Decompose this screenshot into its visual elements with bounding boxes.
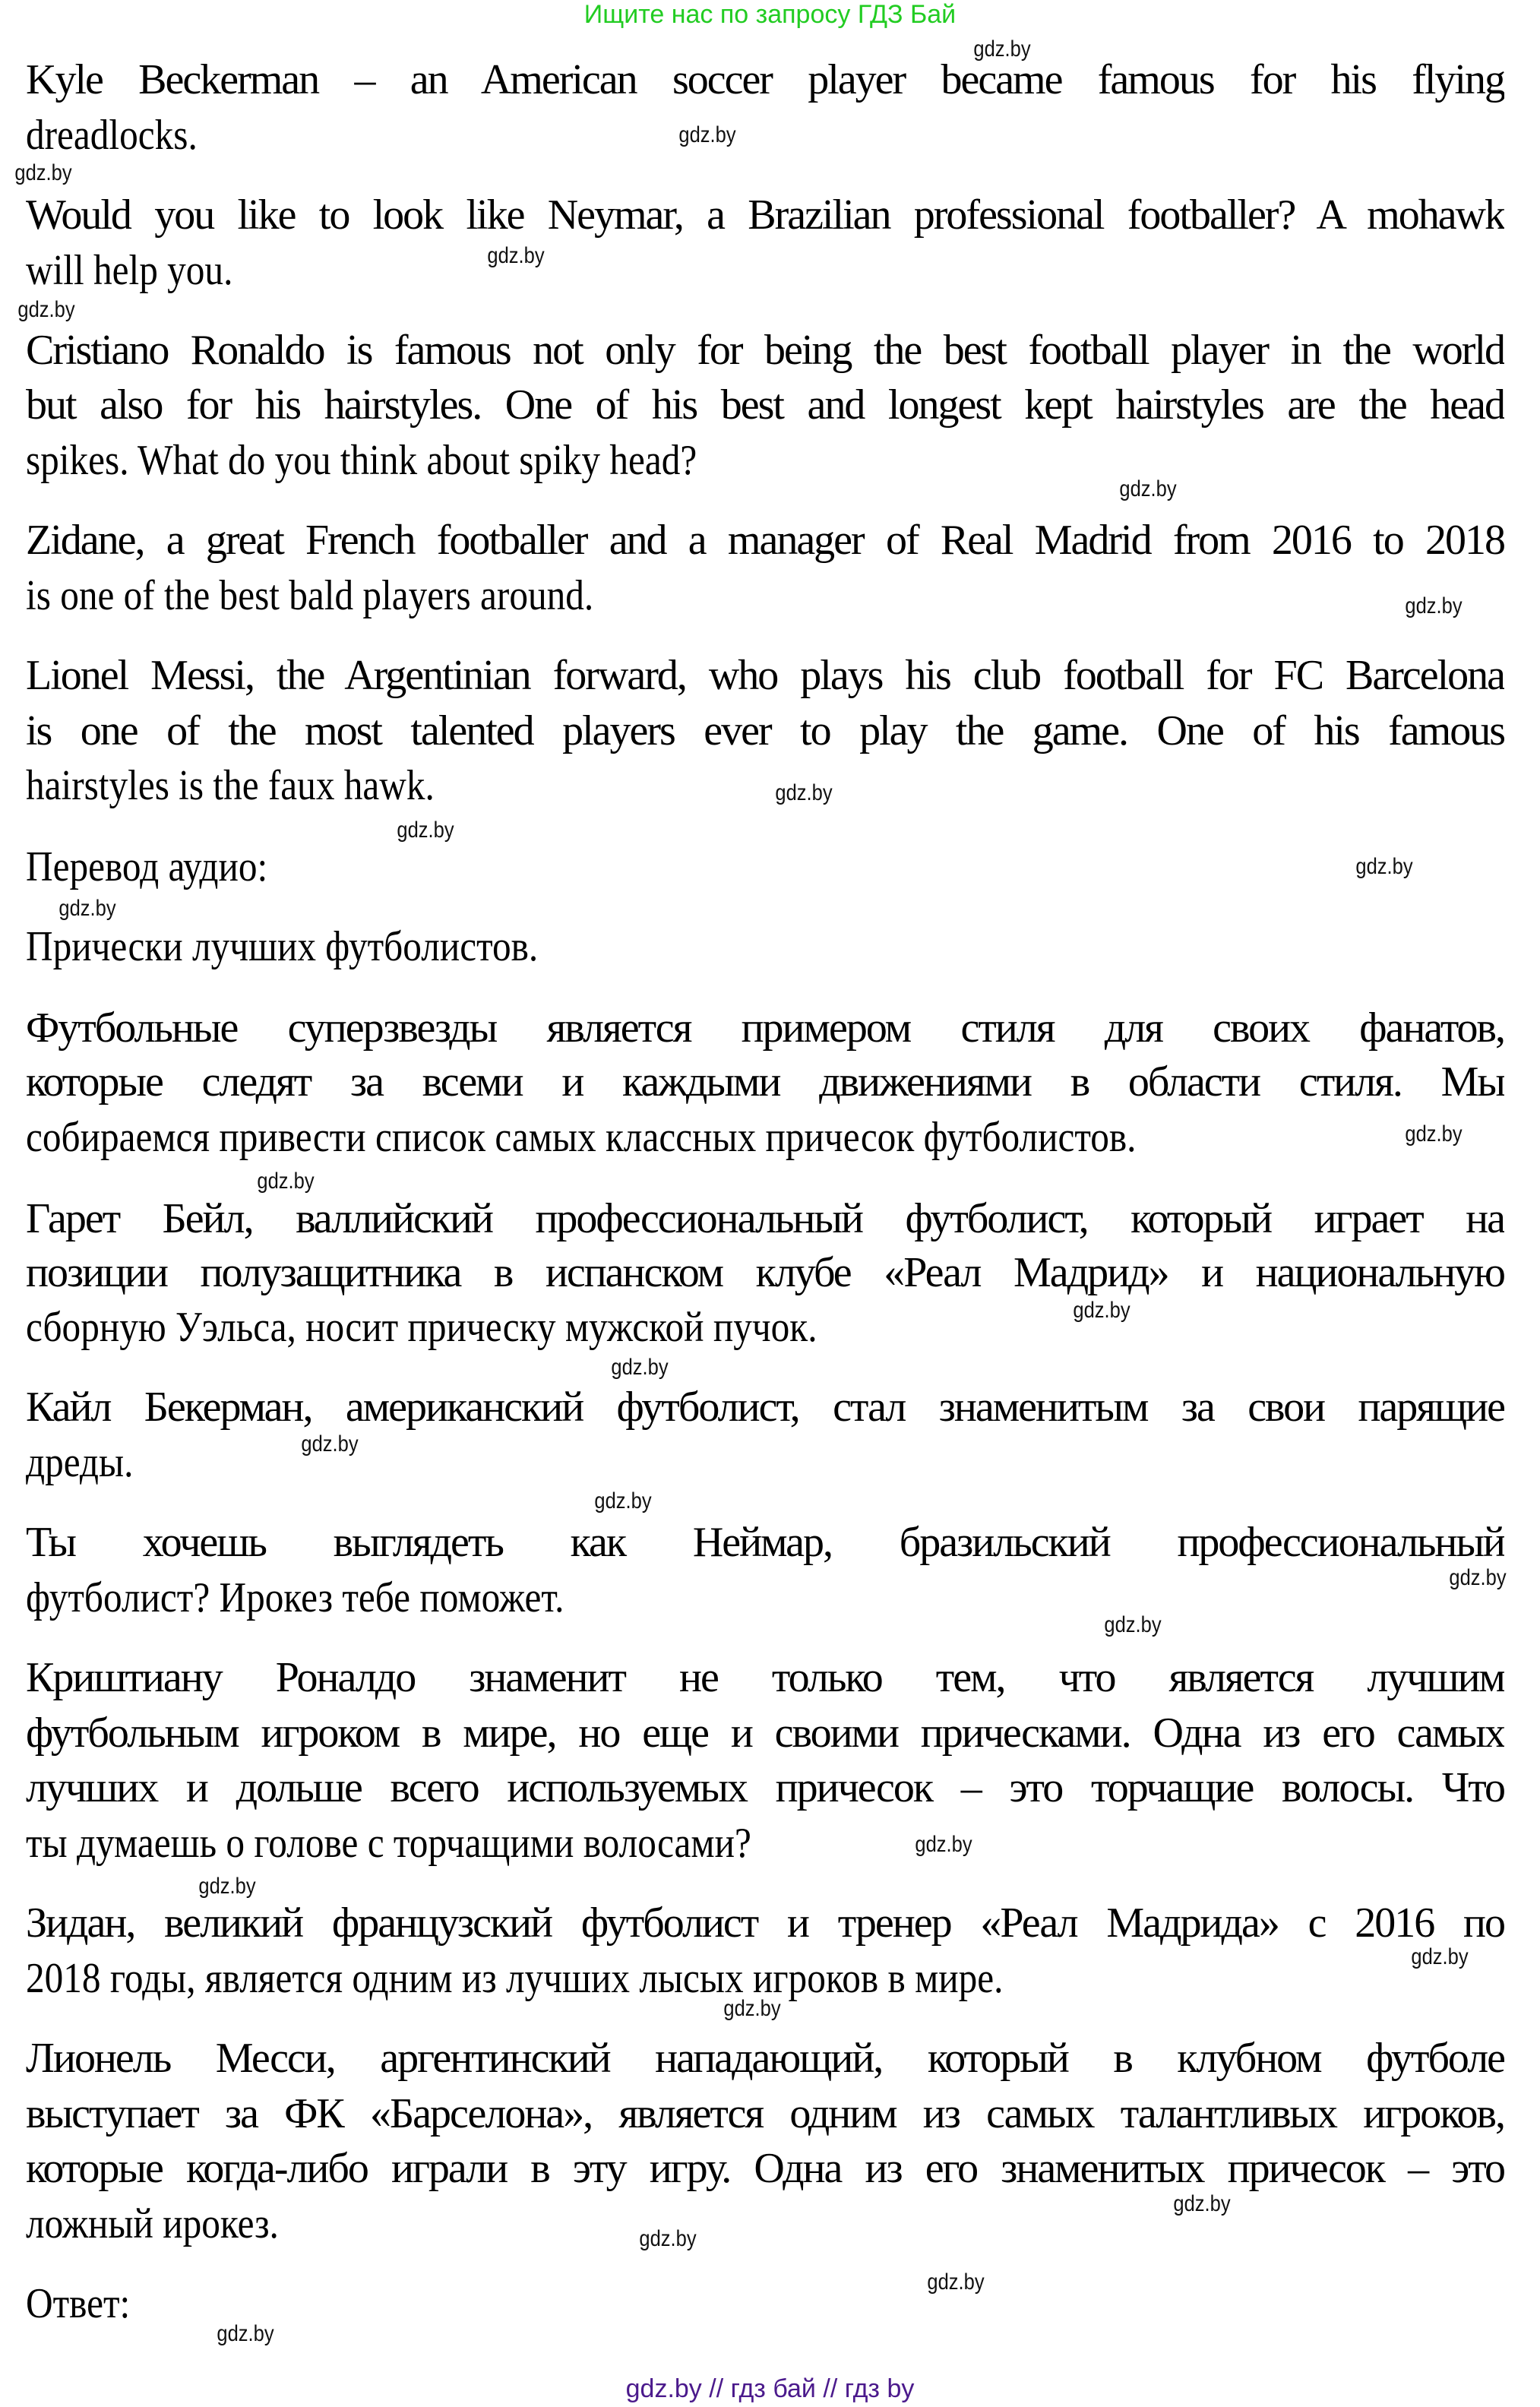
watermark-text: gdz.by [775, 780, 833, 806]
watermark-text: gdz.by [1173, 2190, 1231, 2216]
text-line: Ты хочешь выглядеть как Неймар, бразильский профессиональный [26, 1519, 1504, 1567]
text-line: которые когда-либо играли в эту игру. Одна из его знаменитых причесок – это [26, 2145, 1504, 2193]
text-line: футбольным игроком в мире, но еще и своими прическами. Одна из его самых [26, 1709, 1504, 1757]
text-line: Zidane, a great French footballer and a manager of Real Madrid from 2016 to 2018 [26, 517, 1504, 565]
search-promo-banner: Ищите нас по запросу ГДЗ Бай [583, 0, 957, 29]
text-line: Cristiano Ronaldo is famous not only for being the best football player in the world [26, 326, 1504, 374]
text-line: сборную Уэльса, носит прическу мужской пучок. [26, 1304, 817, 1352]
text-line: is one of the best bald players around. [26, 571, 594, 619]
watermark-text: gdz.by [1411, 1944, 1469, 1969]
watermark-text: gdz.by [1405, 1121, 1463, 1147]
watermark-text: gdz.by [1073, 1298, 1130, 1324]
watermark-text: gdz.by [1355, 854, 1413, 880]
footer-links[interactable]: gdz.by // гдз бай // гдз by [625, 2374, 915, 2403]
text-line: Зидан, великий французский футболист и тренер «Реал Мадрида» с 2016 по [26, 1899, 1504, 1947]
text-line: которые следят за всеми и каждыми движениями в области стиля. Мы [26, 1058, 1504, 1106]
text-line: выступает за ФК «Барселона», является одним из самых талантливых игроков, [26, 2089, 1504, 2137]
watermark-text: gdz.by [198, 1873, 256, 1899]
watermark-text: gdz.by [973, 36, 1031, 62]
text-line: Lionel Messi, the Argentinian forward, who plays his club football for FC Barcelona [26, 651, 1504, 699]
watermark-text: gdz.by [678, 122, 736, 147]
text-line: лучших и дольше всего используемых причесок – это торчащие волосы. Что [26, 1764, 1504, 1812]
text-line: Криштиану Роналдо знаменит не только тем, что является лучшим [26, 1653, 1504, 1701]
text-line: Лионель Месси, аргентинский нападающий, который в клубном футболе [26, 2034, 1504, 2082]
text-line: spikes. What do you think about spiky head? [26, 437, 697, 484]
watermark-text: gdz.by [1405, 593, 1463, 618]
watermark-text: gdz.by [1119, 476, 1177, 502]
text-line: Футбольные суперзвезды является примером стиля для своих фанатов, [26, 1004, 1504, 1052]
text-line: собираемся привести список самых классных причесок футболистов. [26, 1113, 1137, 1161]
watermark-text: gdz.by [257, 1169, 315, 1194]
text-line: Кайл Бекерман, американский футболист, стал знаменитым за свои парящие [26, 1384, 1504, 1431]
text-line: Прически лучших футболистов. [26, 923, 539, 971]
text-line: ты думаешь о голове с торчащими волосами? [26, 1820, 751, 1868]
text-line: позиции полузащитника в испанском клубе «Реал Мадрид» и национальную [26, 1248, 1504, 1296]
text-line: ложный ирокез. [26, 2200, 279, 2247]
watermark-text: gdz.by [59, 895, 116, 921]
watermark-text: gdz.by [14, 160, 72, 186]
watermark-text: gdz.by [639, 2226, 697, 2252]
text-line: 2018 годы, является одним из лучших лысых игроков в мире. [26, 1954, 1004, 2002]
watermark-text: gdz.by [487, 243, 545, 269]
translation-heading: Перевод аудио: [26, 843, 268, 891]
text-line: дреды. [26, 1439, 134, 1487]
text-line: Kyle Beckerman – an American soccer player became famous for his flying [26, 56, 1504, 104]
watermark-text: gdz.by [927, 2269, 985, 2295]
answer-label: Ответ: [26, 2280, 131, 2328]
text-line: футболист? Ирокез тебе поможет. [26, 1574, 564, 1621]
text-line: is one of the most talented players ever to play the game. One of his famous [26, 707, 1504, 754]
text-line: dreadlocks. [26, 111, 198, 159]
watermark-text: gdz.by [611, 1354, 669, 1380]
watermark-text: gdz.by [1449, 1564, 1507, 1590]
text-line: hairstyles is the faux hawk. [26, 762, 435, 810]
watermark-text: gdz.by [396, 817, 454, 843]
text-line: Would you like to look like Neymar, a Brazilian professional footballer? A mohawk [26, 191, 1504, 239]
watermark-text: gdz.by [594, 1488, 652, 1513]
text-line: will help you. [26, 246, 233, 294]
watermark-text: gdz.by [301, 1431, 359, 1457]
watermark-text: gdz.by [1104, 1612, 1162, 1638]
watermark-text: gdz.by [17, 297, 75, 323]
watermark-text: gdz.by [723, 1996, 781, 2022]
text-line: but also for his hairstyles. One of his best and longest kept hairstyles are the head [26, 381, 1504, 429]
watermark-text: gdz.by [217, 2321, 274, 2347]
text-line: Гарет Бейл, валлийский профессиональный футболист, который играет на [26, 1194, 1504, 1242]
watermark-text: gdz.by [915, 1832, 972, 1858]
